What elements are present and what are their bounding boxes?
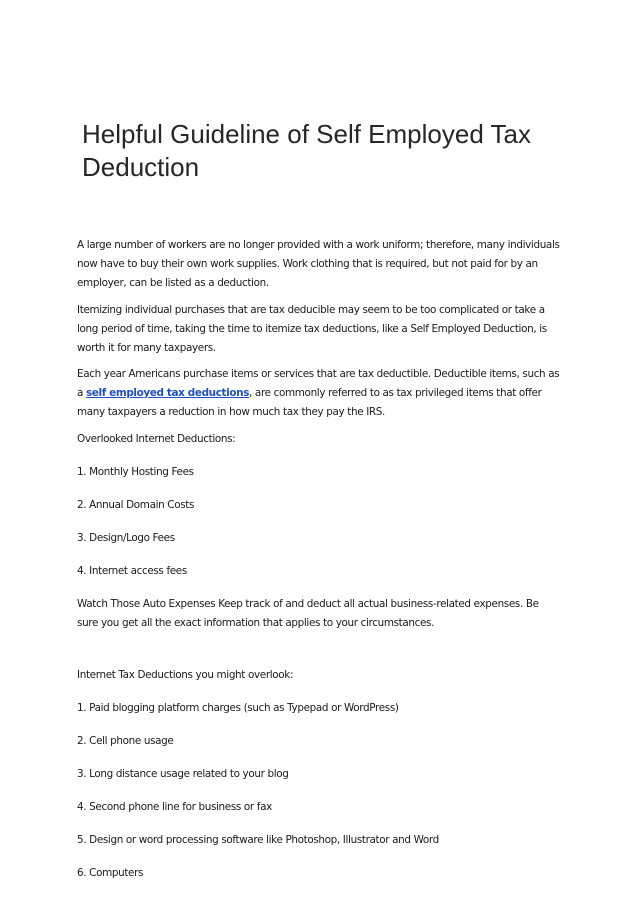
self-employed-tax-deductions-link[interactable]: self employed tax deductions	[85, 387, 250, 399]
paragraph-each-year	[77, 365, 562, 422]
paragraph-itemizing: Itemizing individual purchases that are tax deducible may seem to be too complicated or take a long period of time, taking the time to itemize tax deductions, like a Self Employed Deduction, is worth it for many taxpayers.	[77, 303, 547, 354]
overlooked-item: 1. Monthly Hosting Fees	[77, 465, 194, 478]
internet-item: 1. Paid blogging platform charges (such as Typepad or WordPress)	[77, 701, 399, 714]
overlooked-item: 2. Annual Domain Costs	[77, 498, 195, 511]
internet-item: 5. Design or word processing software like Photoshop, Illustrator and Word	[77, 833, 439, 846]
internet-item: 2. Cell phone usage	[77, 734, 174, 747]
overlooked-heading: Overlooked Internet Deductions:	[77, 432, 236, 445]
overlooked-item: 4. Internet access fees	[77, 564, 187, 577]
paragraph-each-year-end: , are commonly referred to as tax privileged items that offer many taxpayers a reduction in how much tax they pay the IRS.	[77, 387, 542, 418]
overlooked-item: 3. Design/Logo Fees	[77, 531, 175, 544]
paragraph-intro: A large number of workers are no longer provided with a work uniform; therefore, many individuals now have to buy their own work supplies. Work clothing that is required, but not paid for by an employer, can be listed as a deduction.	[77, 239, 560, 289]
paragraph-watch-those: Watch Those Auto Expenses Keep track of and deduct all actual business-related expenses. Be sure you get all the exact information that applies to your circumstances.	[77, 597, 539, 629]
internet-item: 6. Computers	[77, 866, 144, 879]
internet-heading: Internet Tax Deductions you might overlook:	[77, 668, 294, 681]
internet-item: 3. Long distance usage related to your blog	[77, 767, 289, 780]
internet-item: 4. Second phone line for business or fax	[77, 800, 272, 813]
document-body	[77, 236, 562, 897]
paragraph-each-year-start: Each year Americans purchase items or services that are tax deductible. Deductible items, such as a	[77, 368, 560, 399]
page-title: Helpful Guideline of Self Employed Tax Deduction	[82, 119, 531, 182]
